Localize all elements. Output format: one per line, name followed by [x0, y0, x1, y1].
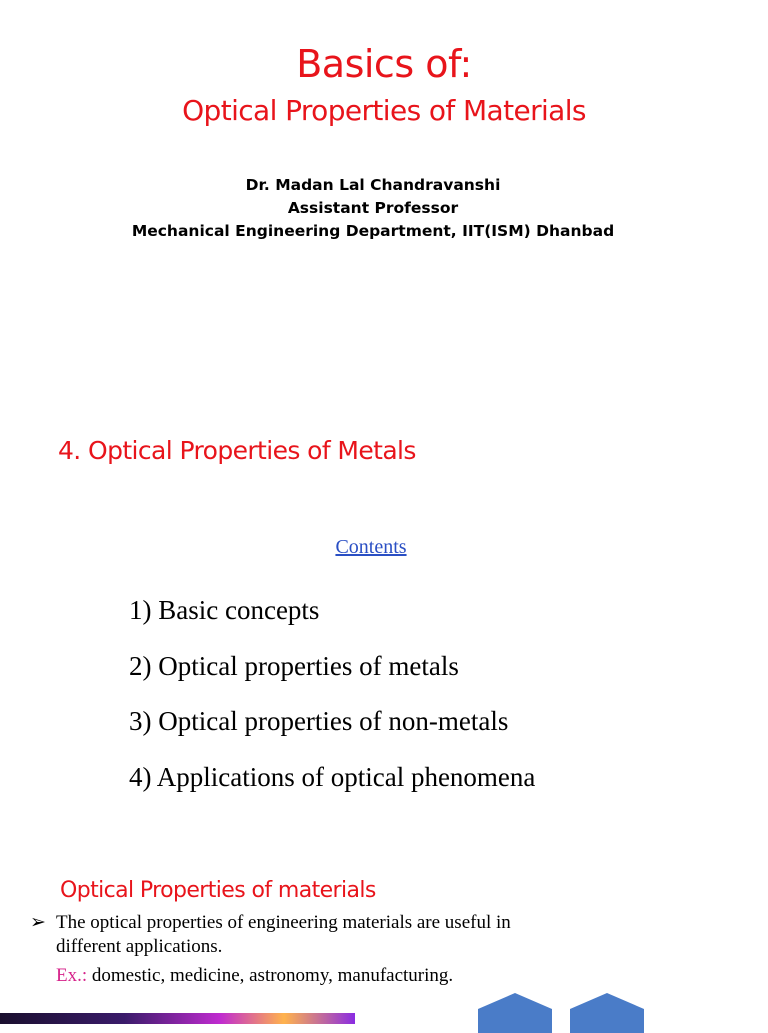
- hexagon-shape-icon: [570, 993, 644, 1033]
- contents-item: 1) Basic concepts: [129, 595, 320, 625]
- contents-item: 3) Optical properties of non-metals: [129, 706, 509, 736]
- bullet-text-line2: different applications.: [56, 936, 223, 957]
- decorative-image-strip: [0, 1013, 355, 1024]
- contents-item: 2) Optical properties of metals: [129, 650, 459, 681]
- section-heading: 4. Optical Properties of Metals: [58, 436, 416, 465]
- bullet-paragraph: [30, 911, 730, 959]
- example-text: domestic, medicine, astronomy, manufacturing.: [87, 965, 454, 986]
- contents-item: 4) Applications of optical phenomena: [129, 761, 536, 792]
- deck-subtitle: Optical Properties of Materials: [182, 94, 586, 127]
- author-block: [0, 174, 746, 243]
- example-prefix: Ex.:: [56, 965, 88, 986]
- bullet-first-line: [30, 911, 730, 935]
- arrow-bullet-icon: ➢: [30, 912, 46, 933]
- author-department: Mechanical Engineering Department, IIT(ISM) Dhanbad: [131, 222, 615, 240]
- hexagon-shape-icon: [478, 993, 552, 1033]
- contents-link[interactable]: Contents: [335, 536, 407, 558]
- deck-title: Basics of:: [296, 42, 472, 86]
- bullet-text-line1: The optical properties of engineering materials are useful in: [56, 912, 511, 933]
- materials-heading: Optical Properties of materials: [60, 878, 376, 903]
- contents-list: [129, 590, 535, 812]
- author-position: Assistant Professor: [287, 199, 459, 217]
- example-line: [56, 965, 453, 987]
- author-name: Dr. Madan Lal Chandravanshi: [245, 176, 501, 194]
